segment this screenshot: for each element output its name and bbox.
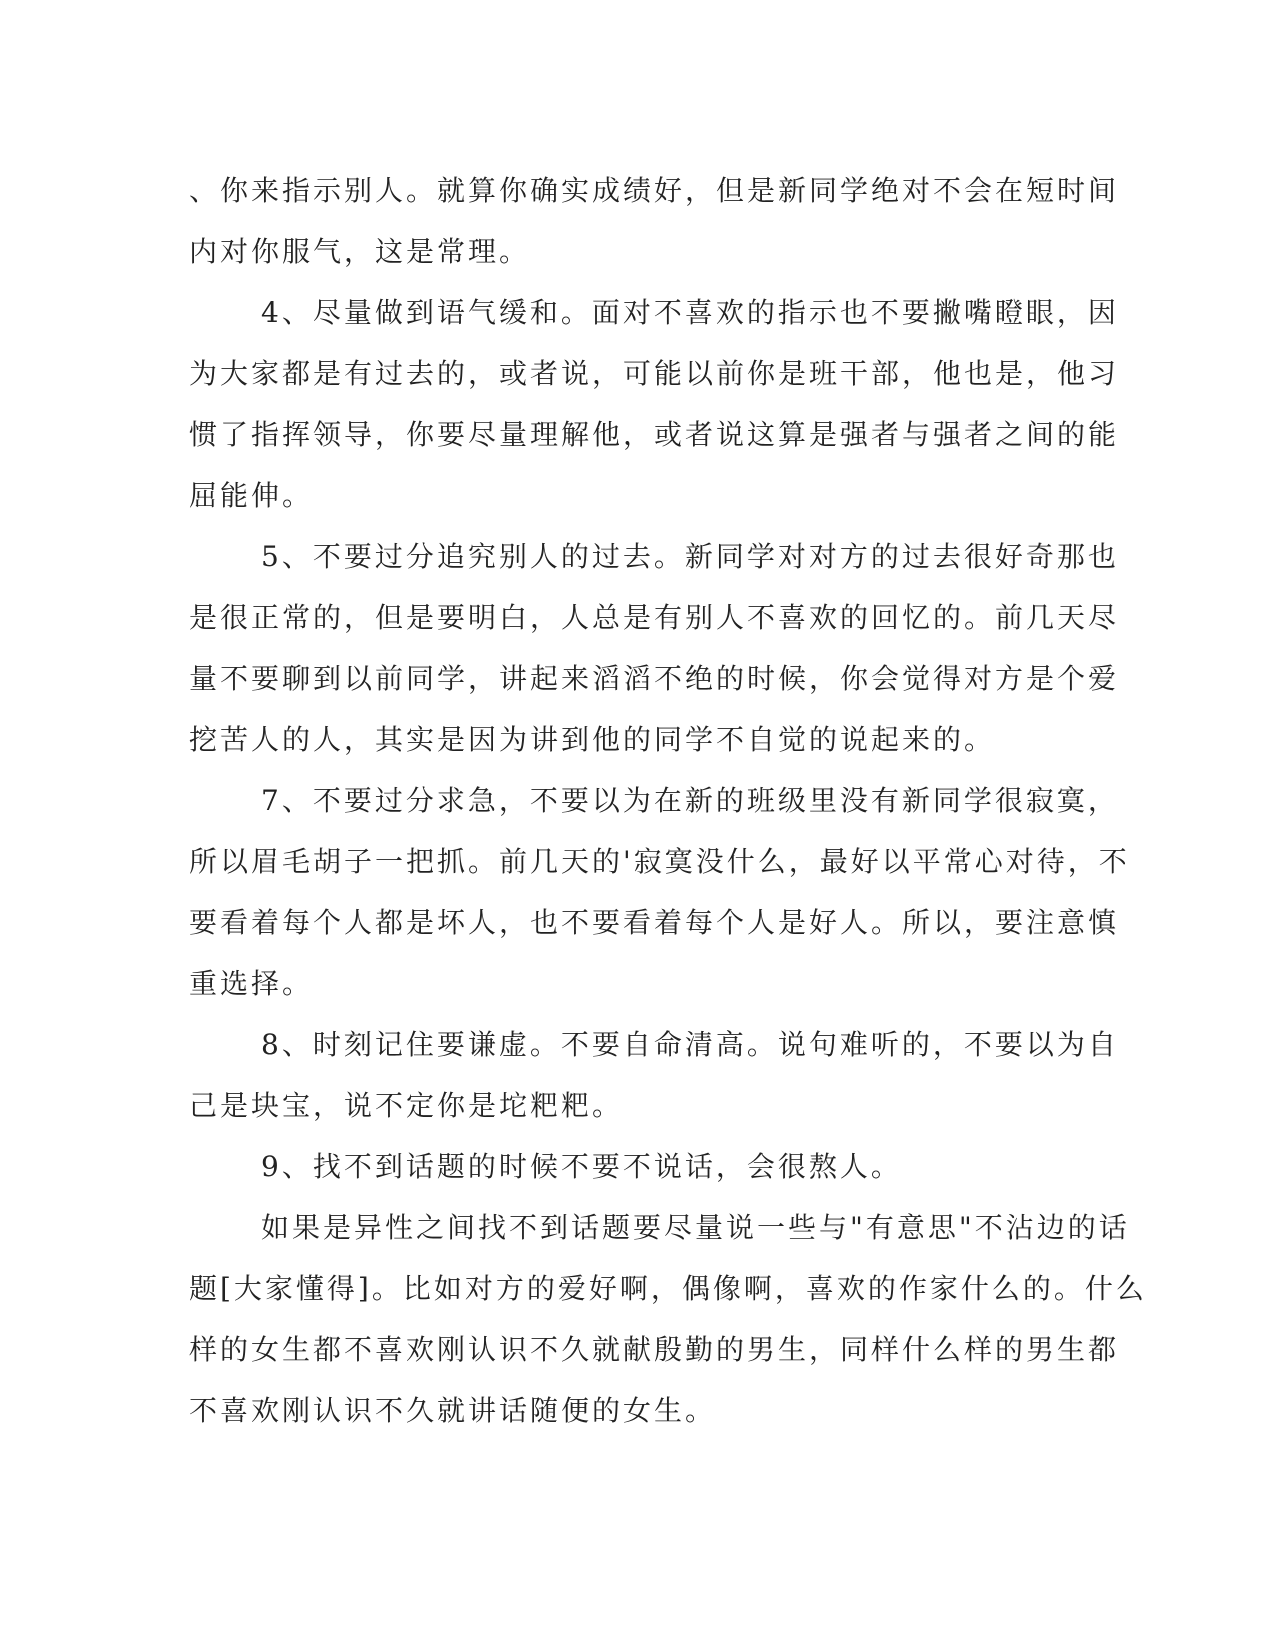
text-line: 内对你服气，这是常理。 bbox=[189, 235, 531, 268]
paragraph-start-line: 如果是异性之间找不到话题要尽量说一些与"有意思"不沾边的话 bbox=[261, 1211, 1130, 1244]
text-line: 题[大家懂得]。比如对方的爱好啊，偶像啊，喜欢的作家什么的。什么 bbox=[189, 1272, 1147, 1305]
paragraph-start-line: 9、找不到话题的时候不要不说话，会很熬人。 bbox=[261, 1150, 902, 1183]
text-line: 是很正常的，但是要明白，人总是有别人不喜欢的回忆的。前几天尽 bbox=[189, 601, 1120, 634]
text-line: 所以眉毛胡子一把抓。前几天的'寂寞没什么，最好以平常心对待，不 bbox=[189, 845, 1130, 878]
text-line: 己是块宝，说不定你是坨粑粑。 bbox=[189, 1089, 624, 1122]
text-line: 惯了指挥领导，你要尽量理解他，或者说这算是强者与强者之间的能 bbox=[189, 418, 1120, 451]
paragraph-start-line: 8、时刻记住要谦虚。不要自命清高。说句难听的，不要以为自 bbox=[261, 1028, 1119, 1061]
text-line: 样的女生都不喜欢刚认识不久就献殷勤的男生，同样什么样的男生都 bbox=[189, 1333, 1120, 1366]
text-line: 量不要聊到以前同学，讲起来滔滔不绝的时候，你会觉得对方是个爱 bbox=[189, 662, 1120, 695]
text-line: 不喜欢刚认识不久就讲话随便的女生。 bbox=[189, 1394, 717, 1427]
text-line: 屈能伸。 bbox=[189, 479, 314, 512]
paragraph-start-line: 5、不要过分追究别人的过去。新同学对对方的过去很好奇那也 bbox=[261, 540, 1119, 573]
text-line: 为大家都是有过去的，或者说，可能以前你是班干部，他也是，他习 bbox=[189, 357, 1120, 390]
text-line: 重选择。 bbox=[189, 967, 314, 1000]
text-line: 挖苦人的人，其实是因为讲到他的同学不自觉的说起来的。 bbox=[189, 723, 996, 756]
paragraph-start-line: 7、不要过分求急，不要以为在新的班级里没有新同学很寂寞， bbox=[261, 784, 1119, 817]
paragraph-start-line: 4、尽量做到语气缓和。面对不喜欢的指示也不要撇嘴瞪眼，因 bbox=[261, 296, 1119, 329]
text-line: 要看着每个人都是坏人，也不要看着每个人是好人。所以，要注意慎 bbox=[189, 906, 1120, 939]
document-body bbox=[189, 160, 1147, 1441]
text-line: 、你来指示别人。就算你确实成绩好，但是新同学绝对不会在短时间 bbox=[189, 174, 1120, 207]
